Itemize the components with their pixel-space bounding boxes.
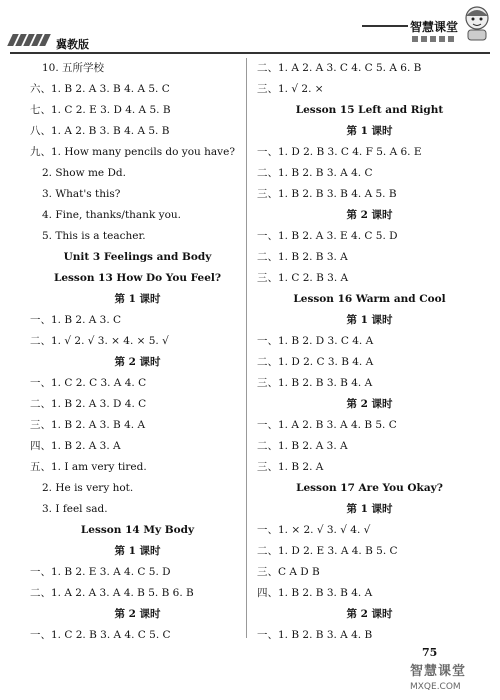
answer-line: 4. Fine, thanks/thank you.	[42, 209, 182, 221]
answer-line: 一、1. B 2. B 3. A 4. B	[257, 629, 373, 641]
answer-line: 3. What's this?	[42, 188, 121, 200]
right-column	[257, 58, 482, 646]
answer-line: 二、1. √ 2. √ 3. × 4. × 5. √	[30, 335, 169, 347]
answer-line: 一、1. D 2. B 3. C 4. F 5. A 6. E	[257, 146, 422, 158]
answer-line: 二、1. A 2. A 3. A 4. B 5. B 6. B	[30, 587, 194, 599]
answer-line: 第 1 课时	[114, 545, 161, 557]
answer-line: 第 1 课时	[114, 293, 161, 305]
answer-line: 六、1. B 2. A 3. B 4. A 5. C	[30, 83, 170, 95]
answer-line: 第 2 课时	[114, 356, 161, 368]
answer-line: 二、1. A 2. A 3. C 4. C 5. A 6. B	[257, 62, 422, 74]
answer-line: 第 2 课时	[114, 608, 161, 620]
brand-dots	[412, 36, 454, 42]
brand-title: 智慧课堂	[410, 20, 459, 34]
answer-line: 三、1. B 2. A 3. B 4. A	[30, 419, 146, 431]
page-header	[0, 0, 500, 52]
footer-watermark: MXQE.COM	[410, 682, 461, 692]
answer-line: 二、1. D 2. C 3. B 4. A	[257, 356, 374, 368]
answer-line: 三、1. C 2. B 3. A	[257, 272, 349, 284]
header-stripes	[10, 34, 48, 46]
answer-line: Lesson 14 My Body	[80, 524, 195, 536]
answer-line: 一、1. B 2. A 3. C	[30, 314, 122, 326]
answer-line: 3. I feel sad.	[42, 503, 108, 515]
answer-line: 三、C A D B	[257, 566, 320, 578]
answer-line: 三、1. √ 2. ×	[257, 83, 324, 95]
answer-line: 二、1. B 2. A 3. A	[257, 440, 348, 452]
answer-line: 第 2 课时	[346, 608, 393, 620]
answer-line: Lesson 15 Left and Right	[295, 104, 444, 116]
answer-line: 三、1. B 2. B 3. B 4. A	[257, 377, 373, 389]
answer-line: 三、1. B 2. A	[257, 461, 324, 473]
answer-line: 第 2 课时	[346, 398, 393, 410]
answer-line: 一、1. × 2. √ 3. √ 4. √	[257, 524, 371, 536]
answer-line: 二、1. D 2. E 3. A 4. B 5. C	[257, 545, 398, 557]
answer-line: 四、1. B 2. A 3. A	[30, 440, 121, 452]
footer-logo: 智慧课堂	[410, 664, 467, 679]
answer-line: 第 1 课时	[346, 503, 393, 515]
answer-line: 二、1. B 2. B 3. A 4. C	[257, 167, 373, 179]
answer-line: 2. Show me Dd.	[42, 167, 126, 179]
answer-line: 三、1. B 2. B 3. B 4. A 5. B	[257, 188, 397, 200]
edition-label: 冀教版	[56, 38, 89, 51]
answer-line: 第 2 课时	[346, 209, 393, 221]
answer-line: 二、1. B 2. B 3. A	[257, 251, 348, 263]
page-number: 75	[422, 646, 438, 659]
answer-line: 一、1. A 2. B 3. A 4. B 5. C	[257, 419, 397, 431]
answer-line: 五、1. I am very tired.	[30, 461, 147, 473]
left-column	[30, 58, 245, 646]
answer-line: Lesson 16 Warm and Cool	[293, 293, 446, 305]
answer-line: 第 1 课时	[346, 314, 393, 326]
header-rule	[10, 52, 490, 54]
answer-line: 5. This is a teacher.	[42, 230, 146, 242]
answer-line: 2. He is very hot.	[42, 482, 134, 494]
answer-line: 一、1. C 2. C 3. A 4. C	[30, 377, 147, 389]
answer-line: 九、1. How many pencils do you have?	[30, 146, 235, 158]
column-divider	[246, 58, 247, 638]
answer-line: Unit 3 Feelings and Body	[63, 251, 212, 263]
mascot-icon	[460, 4, 494, 42]
answer-line: Lesson 13 How Do You Feel?	[53, 272, 222, 284]
answer-line: 八、1. A 2. B 3. B 4. A 5. B	[30, 125, 170, 137]
answer-line: 七、1. C 2. E 3. D 4. A 5. B	[30, 104, 171, 116]
answer-line: 一、1. B 2. A 3. E 4. C 5. D	[257, 230, 398, 242]
answer-line: 二、1. B 2. A 3. D 4. C	[30, 398, 147, 410]
answer-line: Lesson 17 Are You Okay?	[296, 482, 443, 494]
answer-line: 一、1. C 2. B 3. A 4. C 5. C	[30, 629, 171, 641]
answer-line: 一、1. B 2. E 3. A 4. C 5. D	[30, 566, 171, 578]
answer-line: 第 1 课时	[346, 125, 393, 137]
answer-line: 10. 五所学校	[42, 62, 105, 74]
answer-line: 四、1. B 2. B 3. B 4. A	[257, 587, 373, 599]
answer-line: 一、1. B 2. D 3. C 4. A	[257, 335, 374, 347]
brand-dash	[362, 25, 408, 27]
